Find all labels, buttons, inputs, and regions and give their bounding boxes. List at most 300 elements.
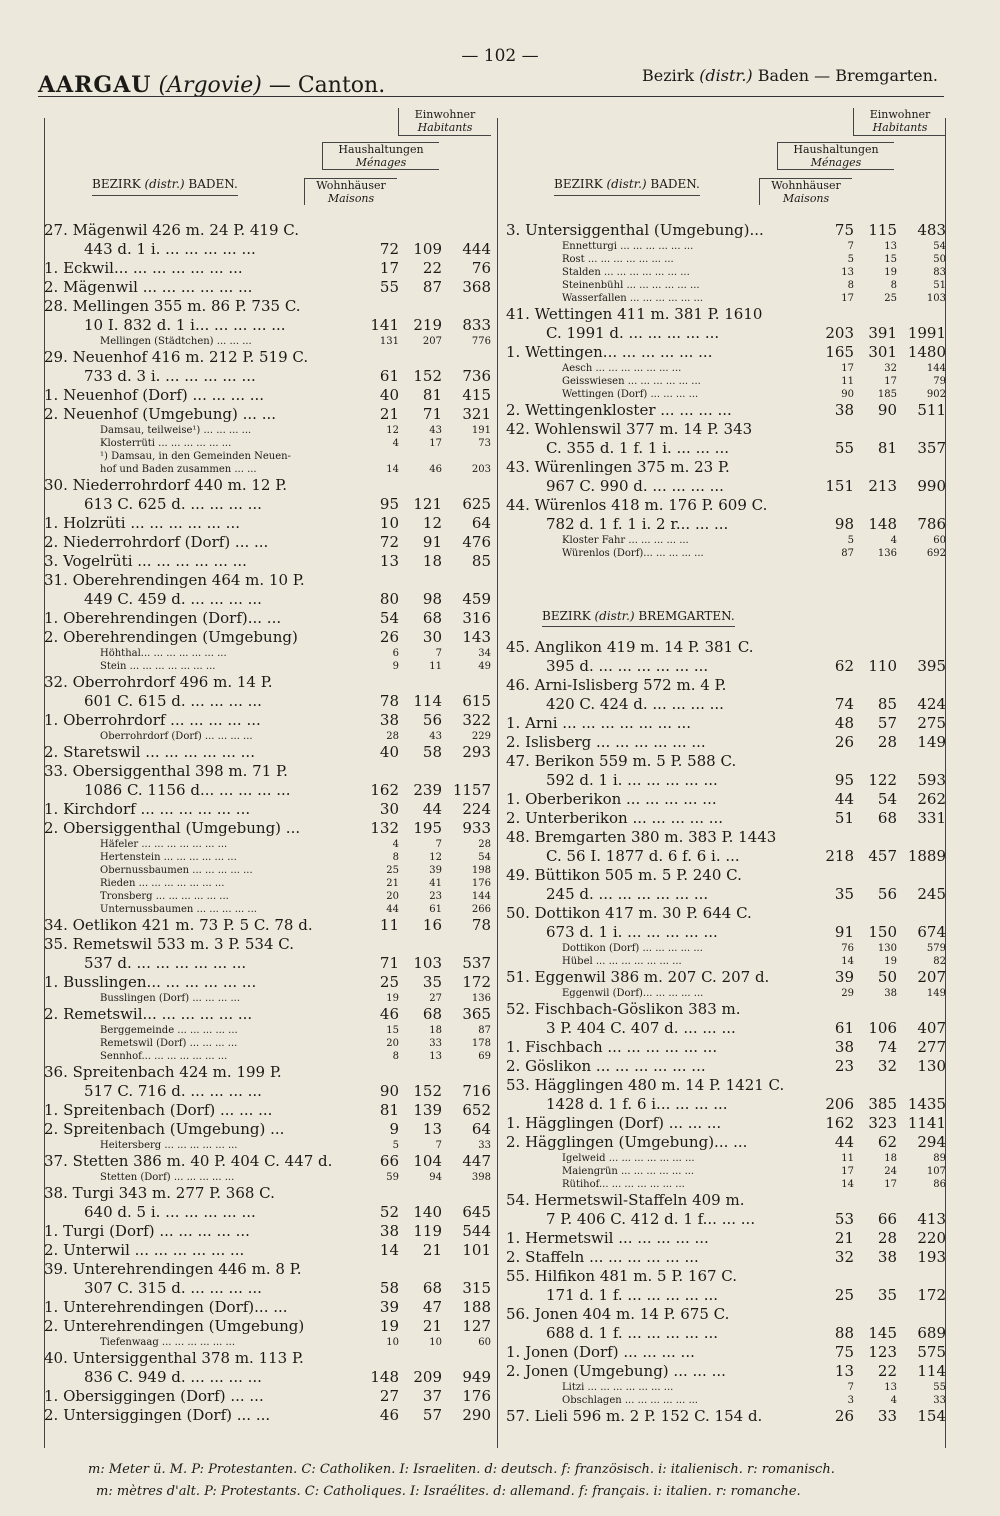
row-label: 37. Stetten 386 m. 40 P. 404 C. 447 d. xyxy=(44,1152,333,1170)
table-row xyxy=(506,1361,946,1380)
inhabitants-value: 130 xyxy=(917,1057,946,1075)
table-row xyxy=(506,1323,946,1342)
table-row xyxy=(44,570,491,589)
table-row xyxy=(506,865,946,884)
haushaltungen-header xyxy=(322,142,439,170)
inhabitants-value: 191 xyxy=(471,425,491,436)
table-row xyxy=(44,799,491,818)
houses-value: 148 xyxy=(370,1368,399,1386)
table-row xyxy=(44,1259,491,1278)
houses-value: 11 xyxy=(379,916,399,934)
houses-value: 23 xyxy=(834,1057,854,1075)
inhabitants-value: 786 xyxy=(917,515,946,533)
households-value: 28 xyxy=(877,1229,897,1247)
table-row xyxy=(506,1393,946,1406)
households-value: 7 xyxy=(435,648,442,659)
district-word: BEZIRK xyxy=(554,177,603,191)
row-label: 733 d. 3 i. ... ... ... ... ... xyxy=(84,367,256,385)
district-heading xyxy=(642,66,938,85)
households-value: 150 xyxy=(868,923,897,941)
table-row xyxy=(44,532,491,551)
inhabitants-value: 144 xyxy=(926,363,946,374)
households-value: 17 xyxy=(884,376,897,387)
inhabitants-value: 1157 xyxy=(452,781,491,799)
row-label: 2. Göslikon ... ... ... ... ... ... xyxy=(506,1057,706,1075)
houses-value: 14 xyxy=(386,464,399,475)
table-row xyxy=(506,291,946,304)
row-label: 27. Mägenwil 426 m. 24 P. 419 C. xyxy=(44,221,299,239)
row-label: Häfeler ... ... ... ... ... ... ... xyxy=(100,839,228,850)
row-label: Rieden ... ... ... ... ... ... ... xyxy=(100,878,225,889)
row-label: Maiengrün ... ... ... ... ... ... xyxy=(562,1166,695,1177)
table-row xyxy=(44,1240,491,1259)
table-row xyxy=(506,1164,946,1177)
inhabitants-value: 315 xyxy=(462,1279,491,1297)
households-value: 47 xyxy=(422,1298,442,1316)
right-table-bremgarten xyxy=(506,637,946,1425)
households-value: 301 xyxy=(868,343,897,361)
inhabitants-value: 949 xyxy=(462,1368,491,1386)
households-value: 43 xyxy=(429,731,442,742)
row-label: Klosterrüti ... ... ... ... ... ... xyxy=(100,438,232,449)
row-label: 42. Wohlenswil 377 m. 14 P. 343 xyxy=(506,420,753,438)
households-value: 109 xyxy=(413,240,442,258)
table-row xyxy=(506,656,946,675)
row-label: 41. Wettingen 411 m. 381 P. 1610 xyxy=(506,305,763,323)
inhabitants-value: 154 xyxy=(917,1407,946,1425)
inhabitants-value: 262 xyxy=(917,790,946,808)
table-row xyxy=(506,751,946,770)
table-row xyxy=(44,475,491,494)
houses-value: 75 xyxy=(834,1343,854,1361)
table-row xyxy=(44,385,491,404)
inhabitants-value: 198 xyxy=(471,865,491,876)
houses-value: 131 xyxy=(379,336,399,347)
inhabitants-value: 28 xyxy=(478,839,491,850)
houses-value: 15 xyxy=(386,1025,399,1036)
table-row xyxy=(506,1228,946,1247)
inhabitants-value: 321 xyxy=(462,405,491,423)
inhabitants-value: 54 xyxy=(478,852,491,863)
row-label: 38. Turgi 343 m. 277 P. 368 C. xyxy=(44,1184,275,1202)
table-row xyxy=(506,1113,946,1132)
households-value: 30 xyxy=(422,628,442,646)
inhabitants-value: 316 xyxy=(462,609,491,627)
households-value: 38 xyxy=(884,988,897,999)
houses-value: 76 xyxy=(841,943,854,954)
houses-value: 53 xyxy=(834,1210,854,1228)
households-value: 57 xyxy=(422,1406,442,1424)
row-label: 2. Spreitenbach (Umgebung) ... xyxy=(44,1120,285,1138)
houses-value: 19 xyxy=(386,993,399,1004)
inhabitants-value: 674 xyxy=(917,923,946,941)
table-row xyxy=(506,637,946,656)
row-label: 32. Oberrohrdorf 496 m. 14 P. xyxy=(44,673,273,691)
inhabitants-value: 413 xyxy=(917,1210,946,1228)
houses-value: 10 xyxy=(379,514,399,532)
households-value: 46 xyxy=(429,464,442,475)
inhabitants-value: 933 xyxy=(462,819,491,837)
wohnhaeuser-label: Wohnhäuser xyxy=(771,179,841,192)
header-rule xyxy=(38,96,944,97)
houses-value: 141 xyxy=(370,316,399,334)
houses-value: 28 xyxy=(386,731,399,742)
table-row xyxy=(506,713,946,732)
houses-value: 6 xyxy=(392,648,399,659)
table-row xyxy=(44,1151,491,1170)
households-value: 28 xyxy=(877,733,897,751)
row-label: 592 d. 1 i. ... ... ... ... ... xyxy=(546,771,718,789)
inhabitants-value: 54 xyxy=(933,241,946,252)
inhabitants-value: 193 xyxy=(917,1248,946,1266)
households-value: 35 xyxy=(877,1286,897,1304)
houses-value: 26 xyxy=(834,1407,854,1425)
inhabitants-value: 290 xyxy=(462,1406,491,1424)
right-column-header xyxy=(506,108,946,220)
table-row xyxy=(44,915,491,934)
row-label: 31. Oberehrendingen 464 m. 10 P. xyxy=(44,571,305,589)
row-label: 46. Arni-Islisberg 572 m. 4 P. xyxy=(506,676,727,694)
households-value: 148 xyxy=(868,515,897,533)
maisons-label: Maisons xyxy=(782,192,830,205)
table-row xyxy=(506,533,946,546)
inhabitants-value: 293 xyxy=(462,743,491,761)
inhabitants-value: 395 xyxy=(917,657,946,675)
table-row xyxy=(44,1405,491,1424)
table-row xyxy=(506,323,946,342)
page-number: — 102 — xyxy=(461,46,539,66)
houses-value: 17 xyxy=(841,1166,854,1177)
households-value: 10 xyxy=(429,1337,442,1348)
inhabitants-value: 51 xyxy=(933,280,946,291)
row-label: Busslingen (Dorf) ... ... ... ... xyxy=(100,993,241,1004)
left-column-header xyxy=(44,108,491,220)
houses-value: 46 xyxy=(379,1005,399,1023)
houses-value: 74 xyxy=(834,695,854,713)
households-value: 43 xyxy=(429,425,442,436)
inhabitants-value: 60 xyxy=(933,535,946,546)
households-value: 391 xyxy=(868,324,897,342)
houses-value: 72 xyxy=(379,533,399,551)
table-row xyxy=(506,1132,946,1151)
houses-value: 55 xyxy=(379,278,399,296)
inhabitants-value: 178 xyxy=(471,1038,491,1049)
inhabitants-value: 275 xyxy=(917,714,946,732)
inhabitants-value: 365 xyxy=(462,1005,491,1023)
houses-value: 162 xyxy=(370,781,399,799)
households-value: 22 xyxy=(422,259,442,277)
right-column xyxy=(506,108,946,1425)
row-label: Igelweid ... ... ... ... ... ... ... xyxy=(562,1153,695,1164)
row-label: 1. Oberrohrdorf ... ... ... ... ... xyxy=(44,711,261,729)
row-label: 537 d. ... ... ... ... ... ... xyxy=(84,954,247,972)
houses-value: 71 xyxy=(379,954,399,972)
table-row xyxy=(506,1018,946,1037)
households-value: 57 xyxy=(877,714,897,732)
table-row xyxy=(44,220,491,239)
inhabitants-value: 294 xyxy=(917,1133,946,1151)
houses-value: 40 xyxy=(379,386,399,404)
table-row xyxy=(44,449,491,462)
table-row xyxy=(44,863,491,876)
table-row xyxy=(506,1406,946,1425)
einwohner-header xyxy=(853,108,946,136)
houses-value: 25 xyxy=(386,865,399,876)
row-label: 50. Dottikon 417 m. 30 P. 644 C. xyxy=(506,904,752,922)
households-value: 33 xyxy=(429,1038,442,1049)
right-table-baden xyxy=(506,220,946,559)
households-value: 54 xyxy=(877,790,897,808)
households-value: 56 xyxy=(877,885,897,903)
inhabitants-value: 277 xyxy=(917,1038,946,1056)
table-row xyxy=(44,837,491,850)
households-value: 41 xyxy=(429,878,442,889)
row-label: 33. Obersiggenthal 398 m. 71 P. xyxy=(44,762,288,780)
houses-value: 8 xyxy=(392,852,399,863)
row-label: Steinenbühl ... ... ... ... ... ... xyxy=(562,280,700,291)
district-name: BADEN. xyxy=(650,177,700,191)
houses-value: 21 xyxy=(834,1229,854,1247)
households-value: 21 xyxy=(422,1317,442,1335)
row-label: 10 I. 832 d. 1 i... ... ... ... ... xyxy=(84,316,286,334)
inhabitants-value: 86 xyxy=(933,1179,946,1190)
households-value: 68 xyxy=(877,809,897,827)
row-label: Litzi ... ... ... ... ... ... ... xyxy=(562,1382,674,1393)
district-baden-label xyxy=(554,178,700,196)
row-label: 48. Bremgarten 380 m. 383 P. 1443 xyxy=(506,828,777,846)
households-value: 68 xyxy=(422,609,442,627)
households-value: 15 xyxy=(884,254,897,265)
table-row xyxy=(506,419,946,438)
inhabitants-value: 1480 xyxy=(907,343,946,361)
households-value: 207 xyxy=(422,336,442,347)
table-row xyxy=(506,1177,946,1190)
inhabitants-value: 60 xyxy=(478,1337,491,1348)
households-value: 4 xyxy=(890,1395,897,1406)
houses-value: 61 xyxy=(834,1019,854,1037)
households-value: 98 xyxy=(422,590,442,608)
inhabitants-value: 447 xyxy=(462,1152,491,1170)
inhabitants-value: 207 xyxy=(917,968,946,986)
row-label: 2. Jonen (Umgebung) ... ... ... xyxy=(506,1362,726,1380)
houses-value: 98 xyxy=(834,515,854,533)
row-label: 55. Hilfikon 481 m. 5 P. 167 C. xyxy=(506,1267,738,1285)
row-label: 443 d. 1 i. ... ... ... ... ... xyxy=(84,240,256,258)
households-value: 119 xyxy=(413,1222,442,1240)
inhabitants-value: 368 xyxy=(462,278,491,296)
houses-value: 13 xyxy=(841,267,854,278)
houses-value: 61 xyxy=(379,367,399,385)
row-label: 2. Hägglingen (Umgebung)... ... xyxy=(506,1133,748,1151)
row-label: 1. Oberberikon ... ... ... ... ... xyxy=(506,790,717,808)
inhabitants-value: 692 xyxy=(926,548,946,559)
households-value: 27 xyxy=(429,993,442,1004)
houses-value: 38 xyxy=(379,711,399,729)
houses-value: 25 xyxy=(834,1286,854,1304)
table-row xyxy=(506,789,946,808)
habitants-label: Habitants xyxy=(417,121,473,134)
households-value: 35 xyxy=(422,973,442,991)
households-value: 50 xyxy=(877,968,897,986)
houses-value: 21 xyxy=(386,878,399,889)
houses-value: 32 xyxy=(834,1248,854,1266)
row-label: 420 C. 424 d. ... ... ... ... xyxy=(546,695,724,713)
table-row xyxy=(44,761,491,780)
row-label: 2. Staretswil ... ... ... ... ... ... xyxy=(44,743,255,761)
inhabitants-value: 49 xyxy=(478,661,491,672)
houses-value: 17 xyxy=(841,293,854,304)
inhabitants-value: 357 xyxy=(917,439,946,457)
row-label: 1. Hägglingen (Dorf) ... ... ... xyxy=(506,1114,722,1132)
table-row xyxy=(44,889,491,902)
households-value: 140 xyxy=(413,1203,442,1221)
row-label: 640 d. 5 i. ... ... ... ... ... xyxy=(84,1203,256,1221)
houses-value: 26 xyxy=(834,733,854,751)
row-label: Aesch ... ... ... ... ... ... ... xyxy=(562,363,682,374)
houses-value: 17 xyxy=(379,259,399,277)
houses-value: 14 xyxy=(841,956,854,967)
table-row xyxy=(506,342,946,361)
district-abbrev: (distr.) xyxy=(699,66,753,85)
row-label: 307 C. 315 d. ... ... ... ... xyxy=(84,1279,262,1297)
houses-value: 19 xyxy=(379,1317,399,1335)
column-divider xyxy=(497,118,498,1448)
row-label: Höhthal... ... ... ... ... ... ... xyxy=(100,648,227,659)
row-label: 1. Jonen (Dorf) ... ... ... ... xyxy=(506,1343,695,1361)
inhabitants-value: 50 xyxy=(933,254,946,265)
table-row xyxy=(506,986,946,999)
table-row xyxy=(44,1348,491,1367)
row-label: 601 C. 615 d. ... ... ... ... xyxy=(84,692,262,710)
row-label: 2. Oberehrendingen (Umgebung) xyxy=(44,628,298,646)
table-row xyxy=(44,608,491,627)
row-label: Eggenwil (Dorf)... ... ... ... ... xyxy=(562,988,704,999)
table-row xyxy=(506,1037,946,1056)
households-value: 22 xyxy=(877,1362,897,1380)
households-value: 11 xyxy=(429,661,442,672)
row-label: 28. Mellingen 355 m. 86 P. 735 C. xyxy=(44,297,301,315)
households-value: 19 xyxy=(884,267,897,278)
houses-value: 88 xyxy=(834,1324,854,1342)
row-label: Stalden ... ... ... ... ... ... ... xyxy=(562,267,690,278)
wohnhaeuser-header xyxy=(304,178,397,205)
row-label: 7 P. 406 C. 412 d. 1 f... ... ... xyxy=(546,1210,756,1228)
households-value: 23 xyxy=(429,891,442,902)
houses-value: 59 xyxy=(386,1172,399,1183)
inhabitants-value: 224 xyxy=(462,800,491,818)
table-row xyxy=(506,1380,946,1393)
households-value: 385 xyxy=(868,1095,897,1113)
row-label: 245 d. ... ... ... ... ... ... xyxy=(546,885,709,903)
row-label: Tronsberg ... ... ... ... ... ... xyxy=(100,891,229,902)
inhabitants-value: 127 xyxy=(462,1317,491,1335)
households-value: 4 xyxy=(890,535,897,546)
table-row xyxy=(44,296,491,315)
houses-value: 48 xyxy=(834,714,854,732)
houses-value: 165 xyxy=(825,343,854,361)
houses-value: 44 xyxy=(834,1133,854,1151)
table-row xyxy=(44,1316,491,1335)
footnote-french: m: mètres d'alt. P: Protestants. C: Catholiques. I: Israélites. d: allemand. f: français. i: italien. r: romanche. xyxy=(96,1484,801,1499)
inhabitants-value: 107 xyxy=(926,1166,946,1177)
district-bremgarten-text xyxy=(542,609,735,627)
district-name: BREMGARTEN. xyxy=(638,609,734,627)
households-value: 21 xyxy=(422,1241,442,1259)
table-row xyxy=(44,1119,491,1138)
table-row xyxy=(44,1202,491,1221)
houses-value: 62 xyxy=(834,657,854,675)
row-label: 47. Berikon 559 m. 5 P. 588 C. xyxy=(506,752,737,770)
table-row xyxy=(506,1342,946,1361)
inhabitants-value: 33 xyxy=(478,1140,491,1151)
einwohner-label: Einwohner xyxy=(869,108,931,121)
houses-value: 81 xyxy=(379,1101,399,1119)
row-label: 1. Unterehrendingen (Dorf)... ... xyxy=(44,1298,288,1316)
houses-value: 87 xyxy=(841,548,854,559)
inhabitants-value: 220 xyxy=(917,1229,946,1247)
einwohner-header xyxy=(398,108,491,136)
inhabitants-value: 136 xyxy=(471,993,491,1004)
canton-alt-name: (Argovie) xyxy=(158,73,262,98)
row-label: Kloster Fahr ... ... ... ... ... xyxy=(562,535,689,546)
row-label: Heitersberg ... ... ... ... ... ... xyxy=(100,1140,238,1151)
row-label: 1. Wettingen... ... ... ... ... ... xyxy=(506,343,713,361)
footnote-german: m: Meter ü. M. P: Protestanten. C: Catholiken. I: Israeliten. d: deutsch. f: französisch. i: italienisch. r: romanisch. xyxy=(88,1462,835,1477)
row-label: Tiefenwaag ... ... ... ... ... ... xyxy=(100,1337,236,1348)
wohnhaeuser-label: Wohnhäuser xyxy=(316,179,386,192)
canton-suffix: — Canton. xyxy=(268,73,386,98)
row-label: Mellingen (Städtchen) ... ... ... xyxy=(100,336,252,347)
haushaltungen-header xyxy=(777,142,894,170)
table-row xyxy=(44,972,491,991)
households-value: 13 xyxy=(422,1120,442,1138)
wohnhaeuser-header xyxy=(759,178,852,205)
inhabitants-value: 407 xyxy=(917,1019,946,1037)
houses-value: 4 xyxy=(392,839,399,850)
households-value: 18 xyxy=(429,1025,442,1036)
row-label: 1086 C. 1156 d... ... ... ... ... xyxy=(84,781,291,799)
inhabitants-value: 483 xyxy=(917,221,946,239)
table-row xyxy=(44,691,491,710)
houses-value: 13 xyxy=(834,1362,854,1380)
table-row xyxy=(506,1190,946,1209)
row-label: 35. Remetswil 533 m. 3 P. 534 C. xyxy=(44,935,294,953)
inhabitants-value: 76 xyxy=(471,259,491,277)
district-bremgarten-label xyxy=(506,609,946,623)
inhabitants-value: 615 xyxy=(462,692,491,710)
row-label: 688 d. 1 f. ... ... ... ... ... xyxy=(546,1324,718,1342)
houses-value: 9 xyxy=(389,1120,399,1138)
inhabitants-value: 89 xyxy=(933,1153,946,1164)
households-value: 68 xyxy=(422,1005,442,1023)
inhabitants-value: 114 xyxy=(917,1362,946,1380)
households-value: 195 xyxy=(413,819,442,837)
inhabitants-value: 990 xyxy=(917,477,946,495)
row-label: 2. Unterberikon ... ... ... ... ... xyxy=(506,809,724,827)
inhabitants-value: 398 xyxy=(471,1172,491,1183)
inhabitants-value: 82 xyxy=(933,956,946,967)
row-label: Ennetturgi ... ... ... ... ... ... xyxy=(562,241,694,252)
houses-value: 7 xyxy=(847,241,854,252)
row-label: Remetswil (Dorf) ... ... ... ... xyxy=(100,1038,238,1049)
households-value: 12 xyxy=(429,852,442,863)
row-label: 1. Obersiggingen (Dorf) ... ... xyxy=(44,1387,264,1405)
row-label: 171 d. 1 f. ... ... ... ... ... xyxy=(546,1286,718,1304)
table-row xyxy=(44,780,491,799)
row-label: 56. Jonen 404 m. 14 P. 675 C. xyxy=(506,1305,730,1323)
households-value: 44 xyxy=(422,800,442,818)
houses-value: 162 xyxy=(825,1114,854,1132)
